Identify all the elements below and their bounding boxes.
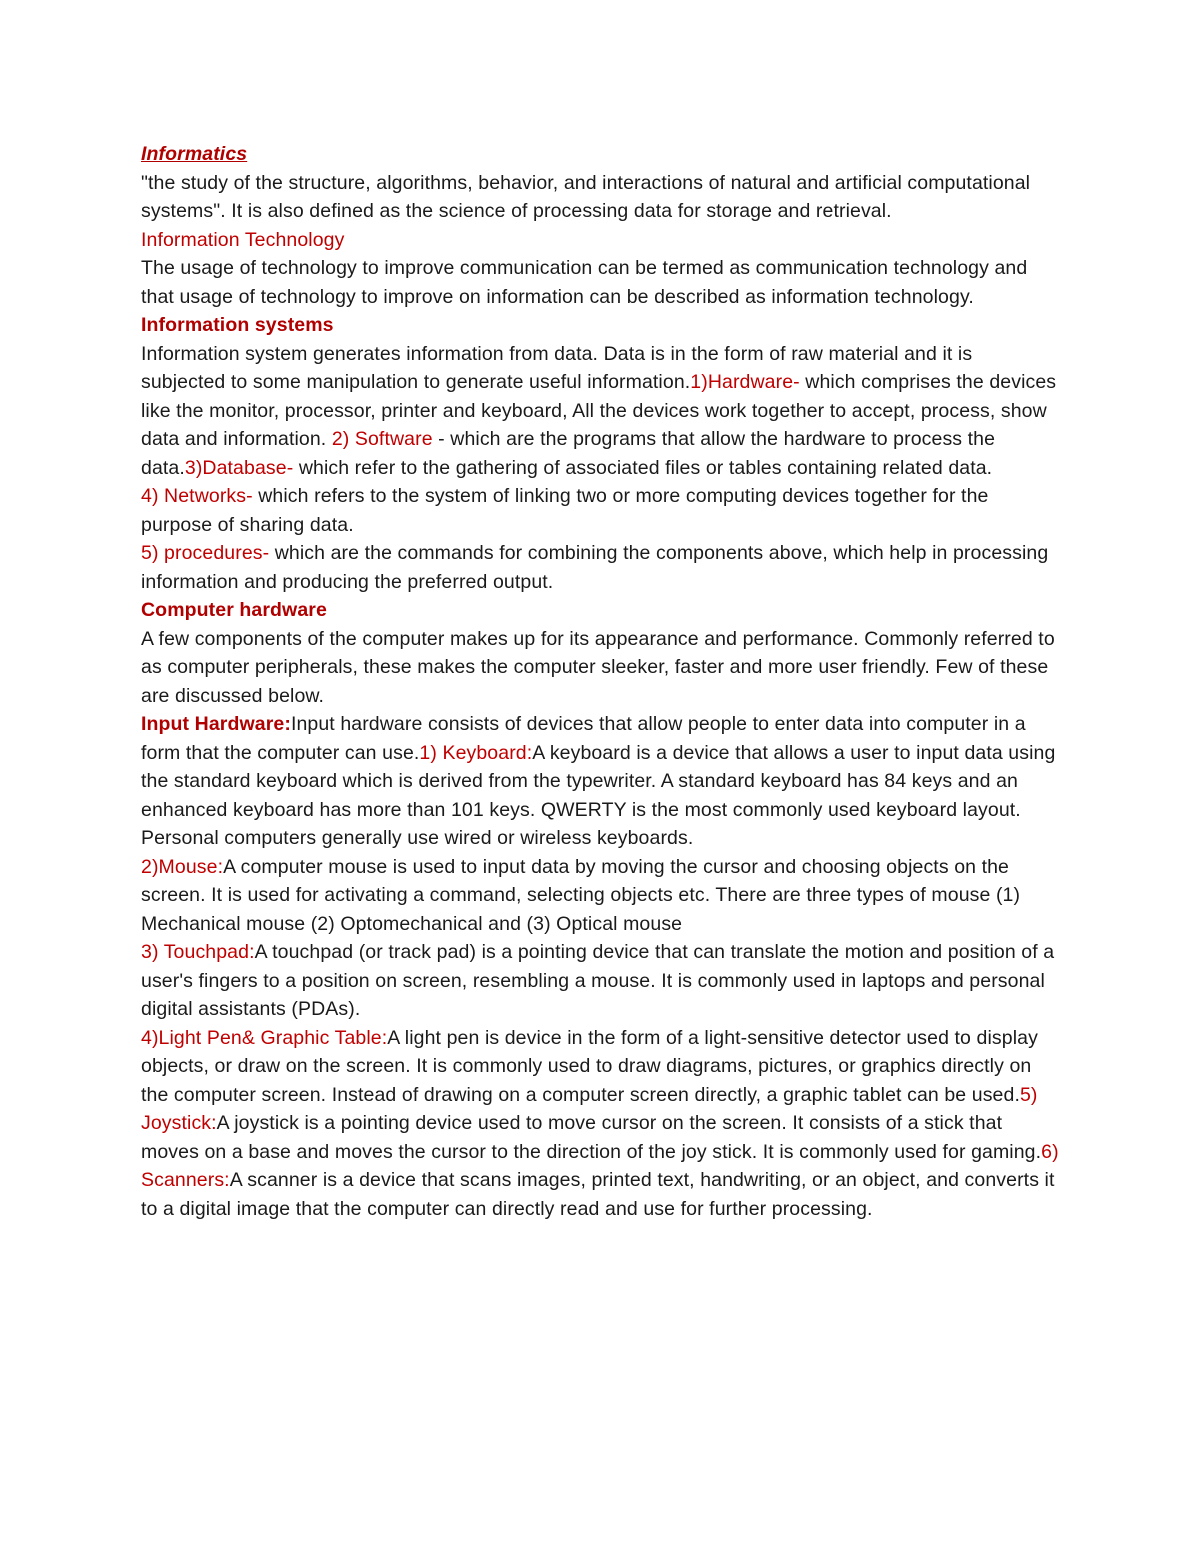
input-hardware-intro: Input hardware consists of devices that allow people to enter data into computer in a form that the computer can use. [141, 713, 1026, 764]
mouse-text: A computer mouse is used to input data by moving the cursor and choosing objects on the screen. It is used for activating a command, selecting objects etc. There are three types of mouse (1) Mechanical mouse (2) Optomechanical and (3) Optical mouse [141, 855, 1021, 935]
lightpen-text: A light pen is device in the form of a light-sensitive detector used to display objects, or draw on the screen. It is commonly used to draw diagrams, pictures, or graphics directly on the computer screen. Instead of drawing on a computer screen directly, a graphic tablet can be used. [141, 1026, 1038, 1106]
document-body [141, 140, 1060, 1223]
database-text: which refer to the gathering of associated files or tables containing related data. [293, 456, 993, 479]
networks-text: which refers to the system of linking two or more computing devices together for the purpose of sharing data. [141, 485, 989, 536]
heading-information-technology: Information Technology [141, 228, 345, 251]
paragraph-input-hardware [141, 710, 1060, 853]
paragraph-mouse [141, 853, 1060, 939]
heading-computer-hardware: Computer hardware [141, 599, 327, 621]
procedures-text: which are the commands for combining the components above, which help in processing information and producing the preferred output. [141, 542, 1049, 593]
hardware-text: which comprises the devices like the monitor, processor, printer and keyboard, All the devices work together to accept, process, show data and information. [141, 371, 1057, 450]
is-intro: Information system generates information from data. Data is in the form of raw material and it is subjected to some manipulation to generate useful information. [141, 342, 973, 393]
software-label: 2) Software [331, 428, 433, 450]
paragraph-touchpad [141, 938, 1060, 1024]
paragraph-informatics: "the study of the structure, algorithms, behavior, and interactions of natural and artificial computational systems". It is also defined as the science of processing data for storage and retrieval. [141, 171, 1031, 222]
touchpad-text: A touchpad (or track pad) is a pointing device that can translate the motion and position of a user's fingers to a position on screen, resembling a mouse. It is commonly used in laptops and personal digital assistants (PDAs). [141, 941, 1055, 1020]
database-label: 3)Database- [184, 456, 294, 479]
paragraph-information-systems [141, 340, 1060, 483]
networks-label: 4) Networks- [141, 485, 253, 507]
joystick-label: 5) Joystick: [141, 1083, 1038, 1134]
keyboard-label: 1) Keyboard: [419, 741, 533, 764]
paragraph-light-pen [141, 1024, 1060, 1224]
lightpen-label: 4)Light Pen& Graphic Table: [141, 1026, 388, 1049]
hardware-label: 1)Hardware- [690, 371, 800, 393]
paragraph-networks [141, 482, 1060, 539]
heading-informatics: Informatics [141, 143, 248, 165]
software-text: - which are the programs that allow the hardware to process the data. [141, 428, 996, 479]
touchpad-label: 3) Touchpad: [141, 941, 255, 963]
joystick-text: A joystick is a pointing device used to move cursor on the screen. It consists of a stick that moves on a base and moves the cursor to the direction of the joy stick. It is commonly used for gaming. [141, 1112, 1042, 1163]
paragraph-computer-hardware: A few components of the computer makes up for its appearance and performance. Commonly referred to as computer peripherals, these makes the computer sleeker, faster and more user friendly. Few of these are discussed below. [141, 627, 1055, 707]
procedures-label: 5) procedures- [141, 542, 270, 564]
heading-information-systems: Information systems [141, 314, 334, 336]
keyboard-text: A keyboard is a device that allows a user to input data using the standard keyboard which is derived from the typewriter. A standard keyboard has 84 keys and an enhanced keyboard has more than 101 keys. QWERTY is the most commonly used keyboard layout. Personal computers generally use wired or wireless keyboards. [141, 741, 1056, 849]
scanners-text: A scanner is a device that scans images, printed text, handwriting, or an object, and converts it to a digital image that the computer can directly read and use for further processing. [141, 1169, 1055, 1220]
scanners-label: 6) Scanners: [141, 1140, 1059, 1191]
paragraph-procedures [141, 539, 1060, 596]
heading-input-hardware: Input Hardware: [141, 713, 291, 735]
paragraph-information-technology: The usage of technology to improve communication can be termed as communication technology and that usage of technology to improve on information can be described as information technology. [141, 257, 1028, 308]
mouse-label: 2)Mouse: [141, 855, 224, 878]
